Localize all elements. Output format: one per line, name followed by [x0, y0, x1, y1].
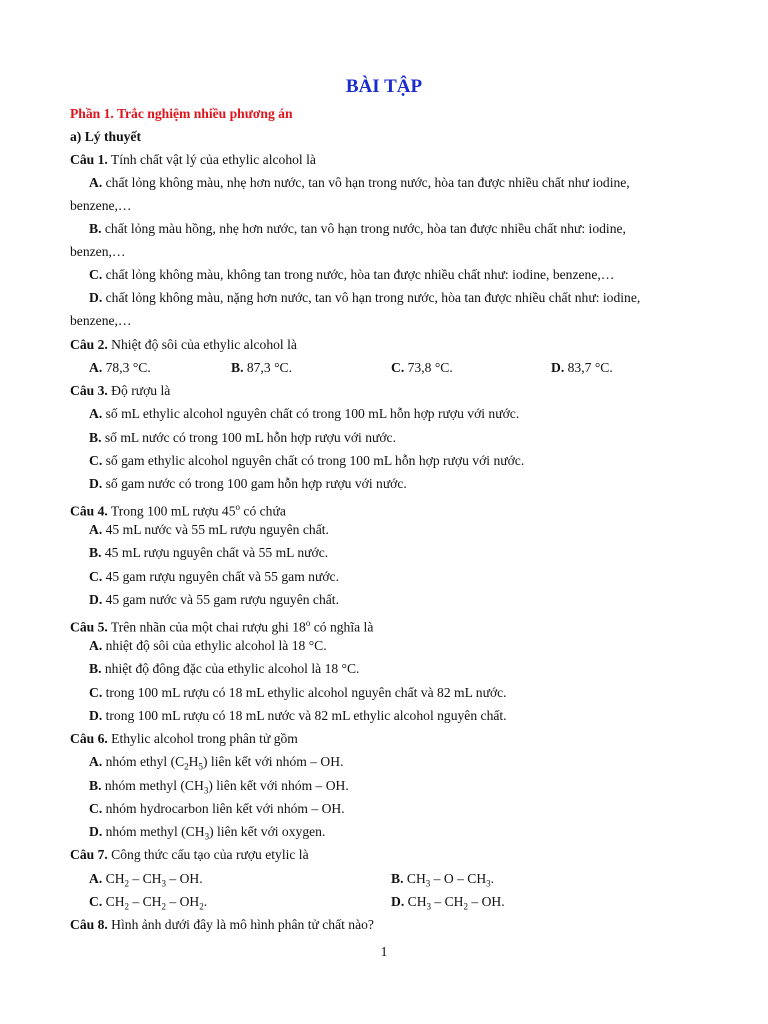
- question-text: Công thức cấu tạo của rượu etylic là: [107, 847, 309, 862]
- option-text: trong 100 mL rượu có 18 mL nước và 82 mL ethylic alcohol nguyên chất.: [105, 708, 507, 723]
- question-6: [70, 731, 298, 747]
- option-letter: B.: [391, 871, 404, 886]
- option-text: 45 mL nước và 55 mL rượu nguyên chất.: [105, 522, 329, 537]
- option-text: chất lỏng không màu, nặng hơn nước, tan vô hạn trong nước, hòa tan được nhiều chất như: iodine,: [105, 290, 641, 305]
- option-text: số mL ethylic alcohol nguyên chất có trong 100 mL hỗn hợp rượu với nước.: [105, 406, 520, 421]
- option-text: nhóm ethyl (C: [105, 754, 185, 769]
- option-letter: A.: [89, 522, 103, 537]
- q3-option-c: [89, 453, 524, 469]
- q6-option-a: [89, 754, 343, 775]
- option-letter: C.: [89, 569, 103, 584]
- degree-sup: o: [305, 618, 311, 628]
- q7-option-b: [391, 871, 494, 892]
- formula-text: .: [490, 871, 495, 886]
- option-text: chất lỏng không màu, nhẹ hơn nước, tan vô hạn trong nước, hòa tan được nhiều chất như iodine,: [105, 175, 630, 190]
- q1-option-c: [89, 267, 614, 283]
- question-text: Trong 100 mL rượu 45: [107, 503, 236, 519]
- option-letter: B.: [231, 360, 244, 375]
- q4-option-b: [89, 545, 328, 561]
- option-text: nhóm methyl (CH: [104, 778, 204, 793]
- option-letter: C.: [89, 894, 103, 909]
- formula-text: CH: [105, 894, 125, 909]
- option-letter: A.: [89, 175, 103, 190]
- question-text: Tính chất vật lý của ethylic alcohol là: [107, 152, 316, 167]
- option-text: H: [188, 754, 199, 769]
- q6-option-d: [89, 824, 325, 845]
- question-text: Độ rượu là: [107, 383, 171, 398]
- q7-option-d: [391, 894, 505, 915]
- option-letter: D.: [89, 592, 103, 607]
- option-text: 45 gam rượu nguyên chất và 55 gam nước.: [105, 569, 339, 584]
- q4-option-d: [89, 592, 339, 608]
- q2-option-a: [89, 360, 151, 376]
- question-8: [70, 917, 374, 933]
- question-label: Câu 4.: [70, 503, 108, 519]
- option-letter: D.: [89, 290, 103, 305]
- section-heading: a) Lý thuyết: [70, 129, 141, 144]
- subscript: 2: [463, 901, 468, 912]
- subscript: 3: [203, 785, 209, 796]
- option-letter: C.: [391, 360, 405, 375]
- question-1: [70, 152, 316, 168]
- q7-option-c: [89, 894, 207, 915]
- option-text: ) liên kết với nhóm – OH.: [203, 754, 344, 769]
- question-3: [70, 383, 170, 399]
- q5-option-c: [89, 685, 507, 701]
- option-text: nhóm hydrocarbon liên kết với nhóm – OH.: [105, 801, 345, 816]
- subscript: 3: [425, 878, 431, 889]
- option-letter: D.: [391, 894, 405, 909]
- option-text: ) liên kết với nhóm – OH.: [208, 778, 349, 793]
- formula-text: – CH: [431, 894, 464, 909]
- q1-option-a: [89, 175, 630, 191]
- option-letter: C.: [89, 685, 103, 700]
- question-label: Câu 8.: [70, 917, 108, 932]
- option-text: 83,7 °C.: [567, 360, 613, 375]
- question-7: [70, 847, 309, 863]
- formula-text: CH: [406, 871, 426, 886]
- option-letter: A.: [89, 871, 103, 886]
- formula-text: – CH: [129, 871, 162, 886]
- question-5: [70, 615, 373, 636]
- q5-option-a: [89, 638, 327, 654]
- page-number: 1: [380, 944, 388, 959]
- formula-text: – OH.: [166, 871, 203, 886]
- formula-text: – OH.: [468, 894, 505, 909]
- subscript: 2: [184, 761, 189, 772]
- question-text: Nhiệt độ sôi của ethylic alcohol là: [107, 337, 297, 352]
- option-letter: D.: [89, 824, 103, 839]
- option-text: 45 mL rượu nguyên chất và 55 mL nước.: [104, 545, 329, 560]
- q3-option-d: [89, 476, 407, 492]
- question-label: Câu 3.: [70, 383, 108, 398]
- subscript: 3: [204, 831, 210, 842]
- q1-option-b: [89, 221, 626, 237]
- question-label: Câu 5.: [70, 619, 108, 635]
- option-text: số gam nước có trong 100 gam hỗn hợp rượu với nước.: [105, 476, 407, 491]
- q6-option-b: [89, 778, 349, 799]
- q1-option-d-cont: benzene,…: [70, 313, 132, 328]
- subscript: 3: [161, 878, 166, 889]
- question-text: có chứa: [240, 503, 286, 519]
- question-label: Câu 7.: [70, 847, 108, 862]
- q5-option-b: [89, 661, 359, 677]
- option-letter: D.: [89, 708, 103, 723]
- q4-option-a: [89, 522, 329, 538]
- option-text: nhóm methyl (CH: [105, 824, 205, 839]
- subscript: 2: [124, 901, 130, 912]
- subscript: 2: [124, 878, 130, 889]
- subscript: 2: [161, 901, 166, 912]
- question-label: Câu 2.: [70, 337, 108, 352]
- option-letter: C.: [89, 801, 103, 816]
- part-heading: Phần 1. Trắc nghiệm nhiều phương án: [70, 106, 293, 121]
- degree-sup: o: [235, 502, 241, 512]
- q3-option-a: [89, 406, 519, 422]
- option-letter: B.: [89, 545, 102, 560]
- option-text: 73,8 °C.: [407, 360, 453, 375]
- option-letter: B.: [89, 661, 102, 676]
- option-text: nhiệt độ đông đặc của ethylic alcohol là 18 °C.: [104, 661, 360, 676]
- formula-text: – CH: [129, 894, 162, 909]
- option-letter: B.: [89, 221, 102, 236]
- question-label: Câu 6.: [70, 731, 108, 746]
- q3-option-b: [89, 430, 396, 446]
- option-text: 87,3 °C.: [246, 360, 292, 375]
- option-text: trong 100 mL rượu có 18 mL ethylic alcohol nguyên chất và 82 mL nước.: [105, 685, 507, 700]
- q2-option-d: [551, 360, 613, 376]
- option-letter: A.: [89, 754, 103, 769]
- q1-option-a-cont: benzene,…: [70, 198, 132, 213]
- option-text: 45 gam nước và 55 gam rượu nguyên chất.: [105, 592, 339, 607]
- option-letter: A.: [89, 638, 103, 653]
- option-letter: A.: [89, 360, 103, 375]
- question-2: [70, 337, 297, 353]
- option-text: chất lỏng màu hồng, nhẹ hơn nước, tan vô hạn trong nước, hòa tan được nhiều chất như: iodine,: [104, 221, 626, 236]
- option-text: ) liên kết với oxygen.: [209, 824, 326, 839]
- option-letter: B.: [89, 430, 102, 445]
- question-label: Câu 1.: [70, 152, 108, 167]
- formula-text: CH: [105, 871, 125, 886]
- option-text: nhiệt độ sôi của ethylic alcohol là 18 °C.: [105, 638, 327, 653]
- q1-option-b-cont: benzen,…: [70, 244, 126, 259]
- subscript: 2: [199, 901, 204, 912]
- q6-option-c: [89, 801, 345, 817]
- q7-option-a: [89, 871, 203, 892]
- subscript: 3: [486, 878, 491, 889]
- formula-text: – OH: [166, 894, 200, 909]
- option-text: chất lỏng không màu, không tan trong nước, hòa tan được nhiều chất như: iodine, benzene,…: [105, 267, 615, 282]
- question-text: có nghĩa là: [310, 619, 374, 635]
- q2-option-c: [391, 360, 453, 376]
- subscript: 3: [426, 901, 432, 912]
- q1-option-d: [89, 290, 640, 306]
- option-text: số gam ethylic alcohol nguyên chất có trong 100 mL hỗn hợp rượu với nước.: [105, 453, 525, 468]
- option-text: 78,3 °C.: [105, 360, 151, 375]
- question-4: [70, 499, 286, 520]
- formula-text: – O – CH: [430, 871, 487, 886]
- page-title: BÀI TẬP: [345, 76, 423, 97]
- question-text: Hình ảnh dưới đây là mô hình phân tử chất nào?: [107, 917, 374, 932]
- question-text: Ethylic alcohol trong phân tử gồm: [107, 731, 298, 746]
- option-letter: D.: [551, 360, 565, 375]
- option-letter: B.: [89, 778, 102, 793]
- formula-text: .: [203, 894, 208, 909]
- option-letter: D.: [89, 476, 103, 491]
- option-letter: A.: [89, 406, 103, 421]
- subscript: 5: [198, 761, 203, 772]
- option-text: số mL nước có trong 100 mL hỗn hợp rượu với nước.: [104, 430, 396, 445]
- question-text: Trên nhãn của một chai rượu ghi 18: [107, 619, 306, 635]
- q4-option-c: [89, 569, 339, 585]
- option-letter: C.: [89, 267, 103, 282]
- formula-text: CH: [407, 894, 427, 909]
- q2-option-b: [231, 360, 292, 376]
- q5-option-d: [89, 708, 507, 724]
- option-letter: C.: [89, 453, 103, 468]
